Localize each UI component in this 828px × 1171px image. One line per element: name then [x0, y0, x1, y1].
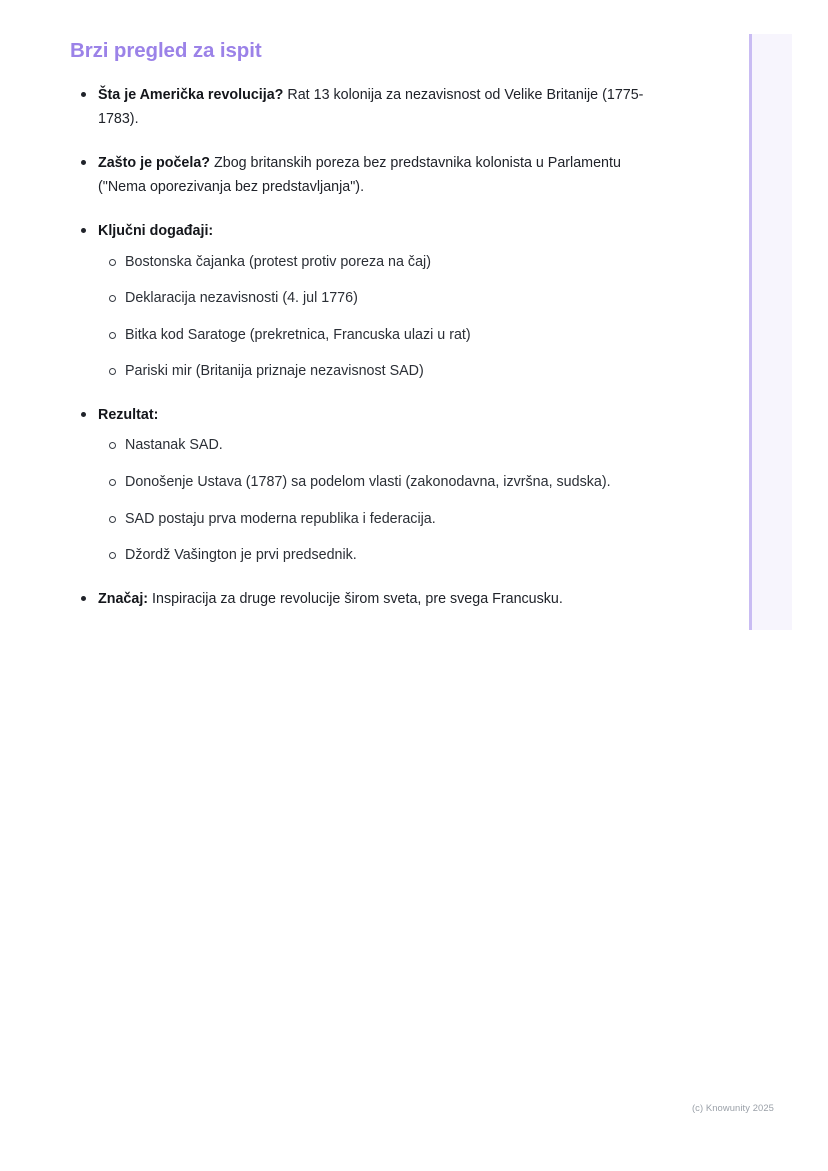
outline-subitem: SAD postaju prva moderna republika i federacija.	[98, 507, 670, 532]
outline-item	[70, 83, 670, 132]
page-title: Brzi pregled za ispit	[70, 39, 262, 62]
outline-item-lead: Značaj:	[98, 590, 149, 607]
outline-subitem: Donošenje Ustava (1787) sa podelom vlasti (zakonodavna, izvršna, sudska).	[98, 470, 670, 495]
outline-item-lead: Šta je Američka revolucija?	[98, 86, 284, 103]
outline-list	[70, 83, 670, 612]
outline-subitem: Džordž Vašington je prvi predsednik.	[98, 543, 670, 568]
outline-item-text: Rat 13 kolonija za nezavisnost od Velike Britanije (1775-1783).	[98, 86, 644, 128]
outline-item-lead: Zašto je počela?	[98, 154, 211, 171]
document-content	[70, 38, 670, 630]
outline-subitem: Pariski mir (Britanija priznaje nezavisnost SAD)	[98, 359, 670, 384]
outline-subitem: Bostonska čajanka (protest protiv poreza na čaj)	[98, 250, 670, 275]
outline-subitem: Deklaracija nezavisnosti (4. jul 1776)	[98, 286, 670, 311]
outline-item	[70, 403, 670, 568]
outline-item	[70, 219, 670, 384]
outline-item-text: Zbog britanskih poreza bez predstavnika kolonista u Parlamentu ("Nema oporezivanja bez predstavljanja").	[98, 154, 621, 196]
outline-item-text: Inspiracija za druge revolucije širom sveta, pre svega Francusku.	[148, 590, 563, 607]
outline-subitem: Bitka kod Saratoge (prekretnica, Francuska ulazi u rat)	[98, 323, 670, 348]
outline-subitem: Nastanak SAD.	[98, 433, 670, 458]
outline-item-lead: Ključni događaji:	[98, 222, 214, 239]
outline-item-lead: Rezultat:	[98, 406, 159, 423]
outline-sublist	[98, 250, 670, 384]
footer-copyright: (c) Knowunity 2025	[691, 1102, 774, 1113]
decorative-side-panel	[749, 34, 792, 630]
outline-sublist	[98, 433, 670, 567]
outline-item	[70, 587, 670, 612]
outline-item	[70, 151, 670, 200]
